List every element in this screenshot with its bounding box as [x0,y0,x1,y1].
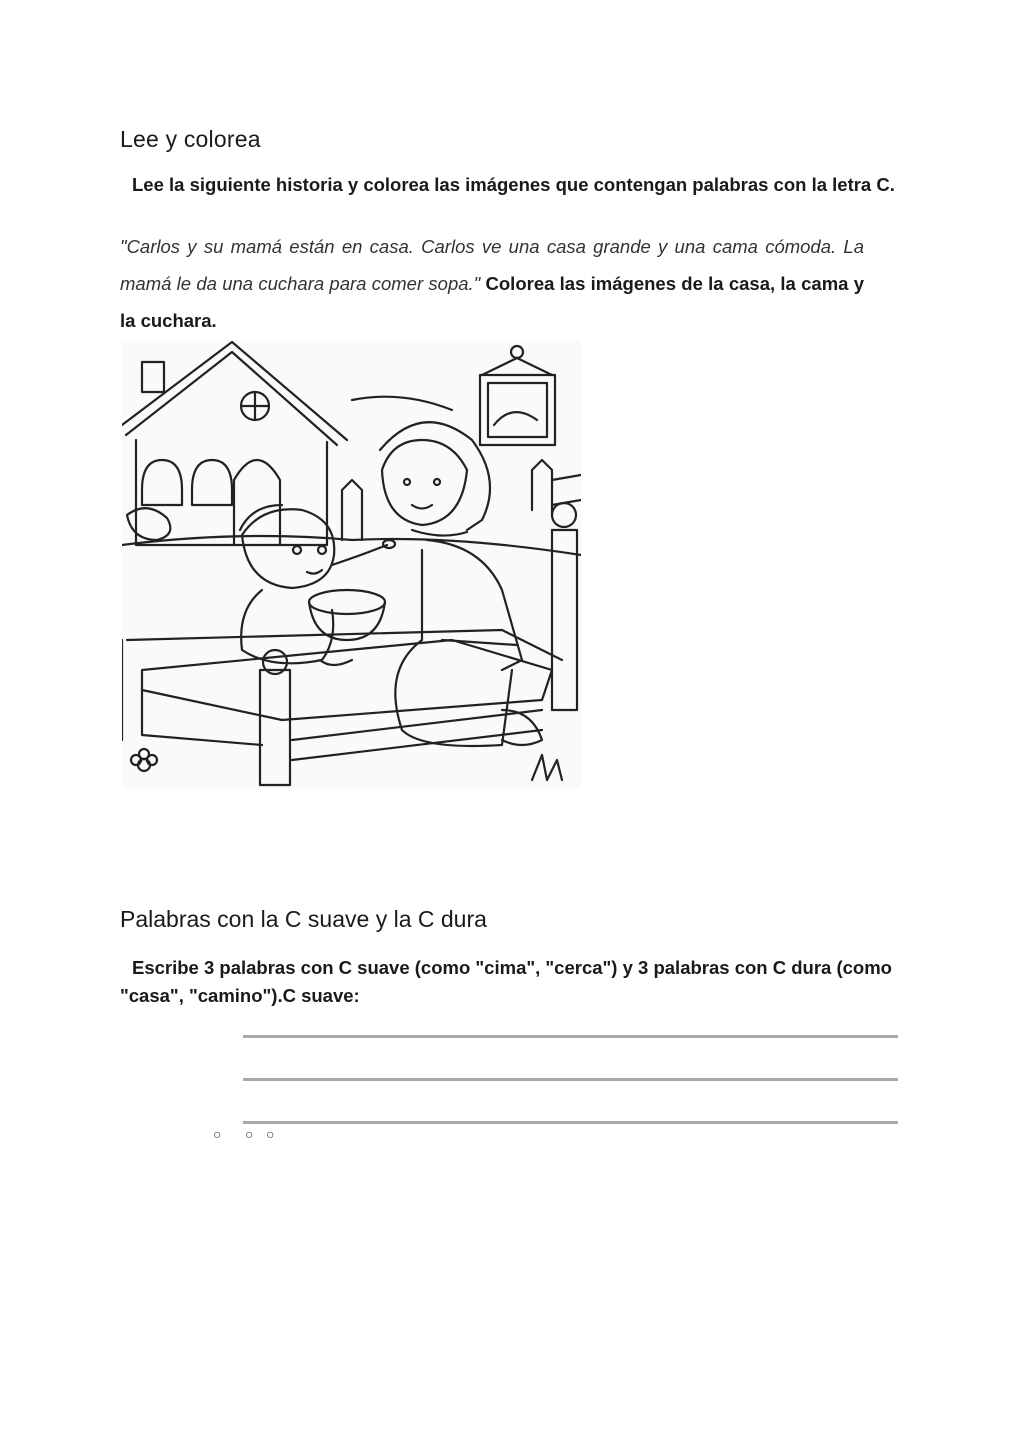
instruction-text-c-words: Escribe 3 palabras con C suave (como "cima", "cerca") y 3 palabras con C dura (como "casa", "camino").C suave: [120,957,892,1006]
story-text: "Carlos y su mamá están en casa. Carlos ve una casa grande y una cama cómoda. La mamá le da una cuchara para comer sopa." [120,236,864,294]
section-title-lee-y-colorea: Lee y colorea [120,126,261,152]
section-title-palabras-c: Palabras con la C suave y la C dura [120,906,487,932]
bullet-marker: ○ [213,1126,222,1142]
bullet-marker: ○ [266,1126,275,1142]
picture-frame-drawing [480,346,555,445]
instruction-text: Lee la siguiente historia y colorea las imágenes que contengan palabras con la letra C. [132,174,895,195]
coloring-instruction: Colorea las imágenes de la casa, la cama y la cuchara. [120,273,864,331]
answer-line-3[interactable] [243,1121,898,1124]
answer-line-1[interactable] [243,1035,898,1038]
story-paragraph [120,228,864,339]
bullet-marker: ○ [245,1126,254,1142]
boy-drawing [240,505,352,665]
coloring-illustration [122,340,581,789]
answer-line-2[interactable] [243,1078,898,1081]
mother-drawing [380,422,542,746]
